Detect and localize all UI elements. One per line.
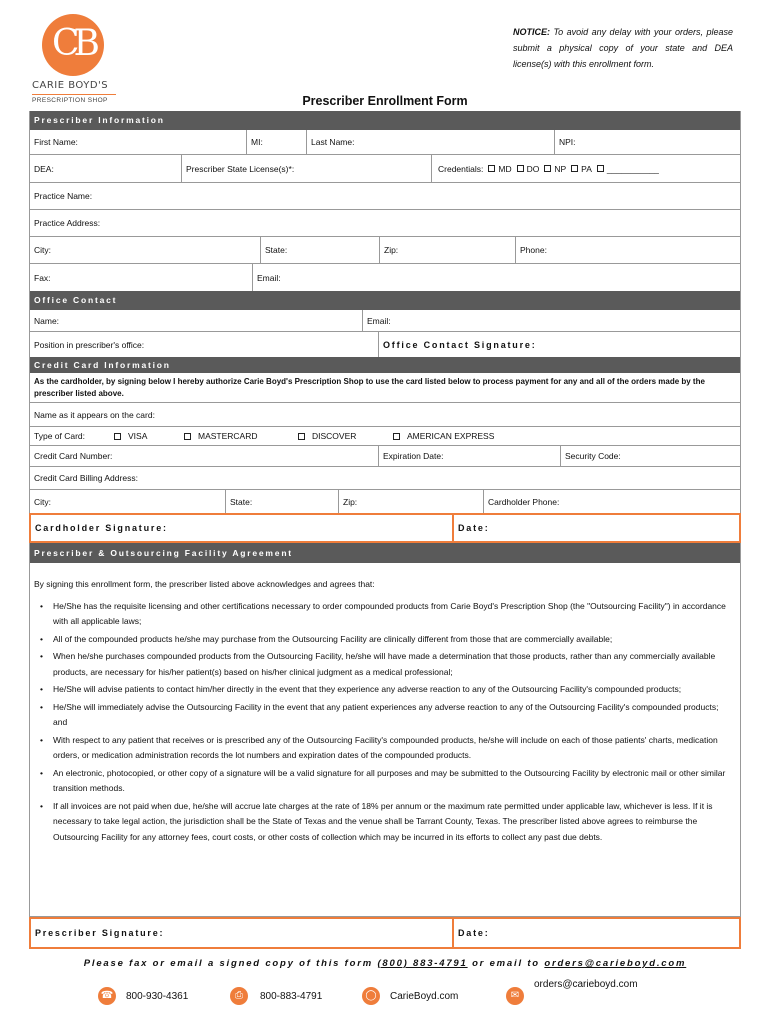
billing-address-field[interactable]: Credit Card Billing Address: [34,473,138,483]
cardholder-signature-field[interactable]: Cardholder Signature: [31,515,454,541]
prescriber-date-field[interactable]: Date: [458,928,490,938]
row-prescriber-signature [29,917,741,949]
footer-instructions [0,958,770,969]
office-signature-field[interactable]: Office Contact Signature: [383,339,537,350]
row-practice-name [30,183,740,210]
row-location [30,237,740,264]
email-field[interactable]: Email: [257,272,281,283]
footer-fax-number[interactable]: (800) 883-4791 [377,958,468,969]
row-dea [30,155,740,183]
card-type-group [30,427,740,445]
amex-label: AMERICAN EXPRESS [407,431,495,441]
section-header-prescriber: Prescriber Information [30,111,740,130]
dea-field[interactable]: DEA: [30,155,182,182]
card-name-field[interactable]: Name as it appears on the card: [34,409,155,420]
discover-label: DISCOVER [312,431,357,441]
card-authorization-text: As the cardholder, by signing below I hereby authorize Carie Boyd's Prescription Shop to use the card listed below to process payment for any and all of the orders made by the prescriber listed above. [34,376,705,398]
practice-address-field[interactable]: Practice Address: [34,218,101,228]
row-cardholder-signature [29,513,741,543]
row-billing-location [30,490,740,513]
row-card-type [30,427,740,445]
notice-text: To avoid any delay with your orders, please submit a physical copy of your state and DEA license(s) with this enrollment form. [513,27,733,69]
agreement-item: • All of the compounded products he/she may purchase from the Outsourcing Facility are clinically different from those that are commercially available; [34,632,734,648]
office-position-field[interactable]: Position in prescriber's office: [30,332,379,357]
practice-name-field[interactable]: Practice Name: [34,191,93,201]
footer-mid: or email to [472,958,540,969]
contact-phone[interactable]: 800-930-4361 [126,991,189,1002]
np-label: NP [554,163,567,174]
do-label: DO [526,163,540,174]
discover-checkbox[interactable] [298,433,305,440]
agreement-item: • He/She has the requisite licensing and other certifications necessary to order compounded products from Carie Boyd's Prescription Shop (the "Outsourcing Facility") in accordance with all applicable laws; [34,599,734,630]
section-header-card: Credit Card Information [30,357,740,373]
pa-label: PA [581,163,592,174]
notice [513,24,733,72]
cardholder-date-field[interactable]: Date: [458,523,490,533]
agreement-item: • With respect to any patient that receives or is prescribed any of the Outsourcing Facility's compounded products, he/she will include on each of those patients' charts, medication orders, or medication administration records the lot numbers and expiration dates of the compounded products. [34,733,734,764]
row-card-auth [30,373,740,403]
globe-icon: ◯ [362,987,380,1005]
office-name-field[interactable]: Name: [30,310,363,331]
expiration-field[interactable]: Expiration Date: [379,446,561,466]
first-name-field[interactable]: First Name: [30,130,247,154]
contact-email[interactable]: orders@carieboyd.com [534,979,638,990]
row-office-position [30,332,740,357]
billing-state-field[interactable]: State: [226,490,339,513]
zip-field[interactable]: Zip: [380,237,516,263]
credentials-field [432,155,740,182]
card-type-label: Type of Card: [34,431,86,441]
fax-icon: ⎙ [230,987,248,1005]
prescriber-signature-field[interactable]: Prescriber Signature: [31,919,454,947]
agreement-intro: By signing this enrollment form, the prescriber listed above acknowledges and agrees that: [34,579,375,589]
contact-fax[interactable]: 800-883-4791 [260,991,323,1002]
billing-city-field[interactable]: City: [30,490,226,513]
billing-zip-field[interactable]: Zip: [339,490,484,513]
other-credential-blank[interactable]: ___________ [606,163,659,174]
logo-name: CARIE BOYD'S [32,80,109,91]
state-license-field[interactable]: Prescriber State License(s)*: [182,155,432,182]
do-checkbox[interactable] [517,165,524,172]
mastercard-label: MASTERCARD [198,431,258,441]
phone-field[interactable]: Phone: [520,245,547,255]
phone-icon: ☎ [98,987,116,1005]
np-checkbox[interactable] [544,165,551,172]
row-card-name [30,403,740,427]
agreement-list [34,599,734,846]
contact-bar [0,979,770,1022]
cardholder-phone-field[interactable]: Cardholder Phone: [488,496,560,507]
notice-label: NOTICE: [513,27,550,37]
row-practice-address [30,210,740,237]
md-checkbox[interactable] [488,165,495,172]
row-billing [30,467,740,490]
page-title: Prescriber Enrollment Form [302,94,468,108]
agreement-item: • When he/she purchases compounded products from the Outsourcing Facility, he/she will have made a determination that those products, rather than any commercially available products, are necessary for his/her patient(s) based on his/her clinical judgment as a medical professional; [34,649,734,680]
row-contact [30,264,740,291]
agreement-item: • If all invoices are not paid when due, he/she will accrue late charges at the rate of 18% per annum or the maximum rate permitted under applicable law, whichever is less. If it is necessary to take legal action, the jurisdiction shall be the State of Texas and the venue shall be Tarrant County, Texas. The prescriber listed above agrees to reimburse the Outsourcing Facility for any attorney fees, court costs, or other costs of collection which may be incurred in its efforts to collect any past due debts. [34,799,734,846]
visa-checkbox[interactable] [114,433,121,440]
logo-subtitle: PRESCRIPTION SHOP [32,97,108,104]
contact-website[interactable]: CarieBoyd.com [390,991,459,1002]
agreement-item: • He/She will immediately advise the Outsourcing Facility in the event that any patient experiences any adverse reaction to any of the Outsourcing Facility's compounded products; and [34,700,734,731]
logo-monogram: CB [52,23,94,64]
agreement-item: • An electronic, photocopied, or other copy of a signature will be a valid signature for all purposes and may be submitted to the Outsourcing Facility by electronic mail or other similar transition methods. [34,766,734,797]
security-code-field[interactable]: Security Code: [565,451,621,461]
md-label: MD [498,163,512,174]
fax-field[interactable]: Fax: [30,264,253,291]
section-header-office: Office Contact [30,291,740,310]
enrollment-form [29,111,741,949]
amex-checkbox[interactable] [393,433,400,440]
agreement-item: • He/She will advise patients to contact him/her directly in the event that they experience any adverse reaction to any of the Outsourcing Facility's compounded products; [34,682,734,698]
mi-field[interactable]: MI: [247,130,307,154]
pa-checkbox[interactable] [571,165,578,172]
state-field[interactable]: State: [261,237,380,263]
row-card-number [30,445,740,467]
row-name [30,130,740,155]
last-name-field[interactable]: Last Name: [307,130,555,154]
email-icon: ✉ [506,987,524,1005]
footer-pre: Please fax or email a signed copy of this form [83,958,373,969]
mastercard-checkbox[interactable] [184,433,191,440]
other-checkbox[interactable] [597,165,604,172]
section-header-agreement: Prescriber & Outsourcing Facility Agreement [30,543,740,563]
credentials-label: Credentials: [438,163,484,174]
agreement-body [30,563,740,917]
office-email-field[interactable]: Email: [367,315,391,326]
city-field[interactable]: City: [30,237,261,263]
card-number-field[interactable]: Credit Card Number: [30,446,379,466]
visa-label: VISA [128,431,148,441]
npi-field[interactable]: NPI: [559,137,576,147]
row-office-name [30,310,740,332]
footer-email-link[interactable]: orders@carieboyd.com [544,958,687,969]
